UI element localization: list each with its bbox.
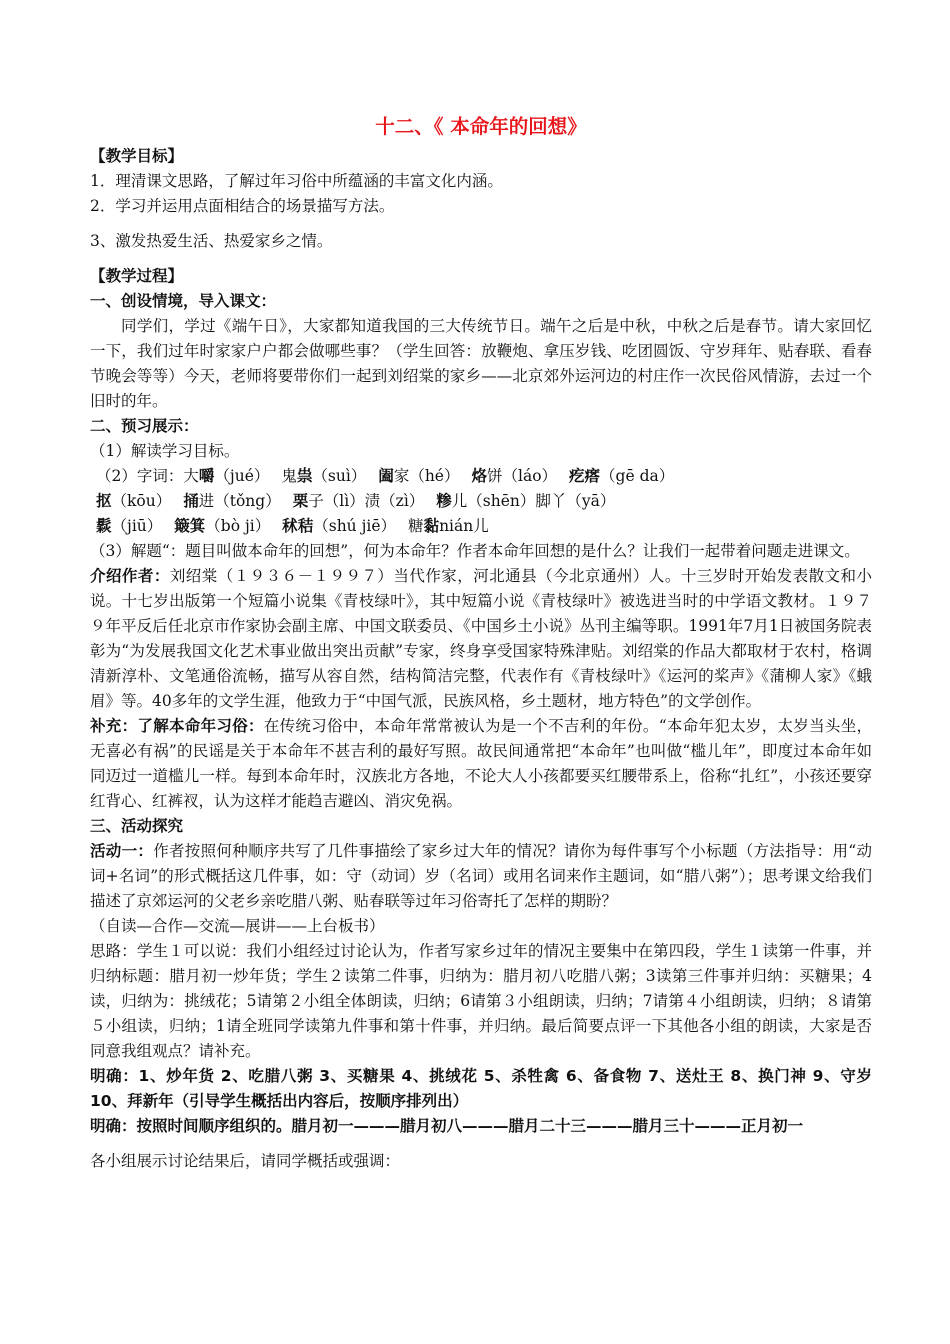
goals-heading: 【教学目标】 bbox=[90, 147, 184, 165]
activity-label: 活动一： bbox=[90, 842, 154, 860]
vocab-char: 秫秸 bbox=[282, 517, 314, 535]
vocab-char: 栗 bbox=[292, 492, 309, 510]
supplement-label: 补充：了解本命年习俗： bbox=[90, 717, 264, 735]
vocab-pinyin: （kōu） bbox=[111, 492, 172, 510]
clarify-paragraph: 明确：按照时间顺序组织的。腊月初一———腊月初八———腊月二十三———腊月三十———正月初一 bbox=[90, 1117, 804, 1135]
supplement-paragraph bbox=[90, 714, 872, 814]
vocab-word bbox=[436, 492, 615, 510]
vocab-word bbox=[96, 492, 171, 510]
vocab-char: 烙 bbox=[471, 467, 487, 485]
vocab-pinyin: 饼（láo） bbox=[487, 467, 558, 485]
vocab-prefix: 大 bbox=[183, 467, 199, 485]
vocab-word bbox=[569, 467, 674, 485]
activity-paragraph bbox=[90, 839, 872, 914]
vocab-char: 簸箕 bbox=[174, 517, 206, 535]
activity-note: （自读—合作—交流—展讲——上台板书） bbox=[90, 917, 385, 935]
author-text: 刘绍棠（１９３６－１９９７）当代作家，河北通县（今北京通州）人。十三岁时开始发表散文和小说。十七岁出版第一个短篇小说集《青枝绿叶》，其中短篇小说《青枝绿叶》被选进当时的中学语文教材。１９７９年平反后任北京市作家协会副主席、中国文联委员、《中国乡土小说》丛刊主编等职。1991年7月1日被国务院表彰为“为发展我国文化艺术事业做出突出贡献”专家，终身享受国家特殊津贴。刘绍棠的作品大都取材于农村，格调清新淳朴、文笔通俗流畅，描写从容自然，结构简洁完整，代表作有《青枝绿叶》《运河的桨声》《蒲柳人家》《蛾眉》等。40多年的文学生涯，他致力于“中国气派，民族风格，乡土题材，地方特色”的文学创作。 bbox=[90, 567, 872, 710]
author-label: 介绍作者： bbox=[90, 567, 170, 585]
vocab-char: 鬏 bbox=[96, 517, 112, 535]
clarify-paragraph: 明确：1、炒年货 2、吃腊八粥 3、买糖果 4、挑绒花 5、杀牲禽 6、备食物 7、送灶王 8、换门神 9、守岁 10、拜新年（引导学生概括出内容后，按顺序排列出） bbox=[90, 1067, 872, 1110]
vocab-pinyin: （shú jiē） bbox=[313, 517, 397, 535]
supplement-text: 在传统习俗中，本命年常常被认为是一个不吉利的年份。“本命年犯太岁，太岁当头坐，无喜必有祸”的民谣是关于本命年不甚吉利的最好写照。故民间通常把“本命年”也叫做“槛儿年”，即度过本命年如同迈过一道槛儿一样。每到本命年时，汉族北方各地，不论大人小孩都要买红腰带系上，俗称“扎红”，小孩还要穿红背心、红裤衩，认为这样才能趋吉避凶、消灾免祸。 bbox=[90, 717, 872, 810]
vocab-word bbox=[183, 492, 280, 510]
vocab-pinyin: nián儿 bbox=[439, 517, 489, 535]
vocab-char: 疙瘩 bbox=[569, 467, 601, 485]
vocab-pinyin: （bò ji） bbox=[205, 517, 271, 535]
section-heading: 一、创设情境，导入课文： bbox=[90, 292, 277, 310]
vocab-word bbox=[282, 517, 396, 535]
vocab-word bbox=[96, 517, 162, 535]
section-heading: 二、预习展示： bbox=[90, 417, 199, 435]
vocab-word bbox=[293, 492, 425, 510]
vocab-word bbox=[174, 517, 270, 535]
vocab-pinyin: 进（tǒng） bbox=[198, 492, 281, 510]
vocab-word bbox=[471, 467, 557, 485]
intro-paragraph: 同学们，学过《端午日》，大家都知道我国的三大传统节日。端午之后是中秋，中秋之后是春节。请大家回忆一下，我们过年时家家户户都会做哪些事？（学生回答：放鞭炮、拿压岁钱、吃团圆饭、守岁拜年、贴春联、看春节晚会等等）今天，老师将要带你们一起到刘绍棠的家乡——北京郊外运河边的村庄作一次民俗风情游，去过一个旧时的年。 bbox=[90, 317, 872, 410]
vocab-pinyin: （jué） bbox=[214, 467, 270, 485]
vocab-label: （2）字词： bbox=[96, 467, 184, 485]
vocab-words bbox=[96, 492, 615, 510]
vocab-prefix: 鬼 bbox=[281, 467, 297, 485]
vocab-pinyin: 子（lì）渍（zì） bbox=[308, 492, 425, 510]
vocab-pinyin: 家（hé） bbox=[393, 467, 460, 485]
vocab-pinyin: （jiū） bbox=[111, 517, 163, 535]
vocab-words bbox=[183, 467, 674, 485]
vocab-line bbox=[90, 489, 872, 514]
process-heading: 【教学过程】 bbox=[90, 267, 184, 285]
vocab-pinyin: 儿（shēn）脚丫（yā） bbox=[451, 492, 616, 510]
vocab-word bbox=[408, 517, 489, 535]
vocab-line bbox=[90, 464, 872, 489]
vocab-pinyin: （suì） bbox=[312, 467, 367, 485]
vocab-word bbox=[281, 467, 366, 485]
vocab-char: 抠 bbox=[96, 492, 112, 510]
page-title: 十二、《 本命年的回想》 bbox=[375, 115, 587, 138]
vocab-char: 捅 bbox=[183, 492, 199, 510]
goal-item: 2．学习并运用点面相结合的场景描写方法。 bbox=[90, 197, 395, 215]
vocab-line bbox=[90, 514, 872, 539]
vocab-char: 黏 bbox=[423, 517, 440, 535]
thinking-paragraph: 思路：学生１可以说：我们小组经过讨论认为，作者写家乡过年的情况主要集中在第四段，学生１读第一件事，并归纳标题：腊月初一炒年货；学生２读第二件事，归纳为：腊月初八吃腊八粥；3读第三件事并归纳：买糖果；4读，归纳为：挑绒花；5请第２小组全体朗读，归纳；6请第３小组朗读，归纳；7请第４小组朗读，归纳；８请第５小组读，归纳；1请全班同学读第九件事和第十件事，并归纳。最后简要点评一下其他各小组的朗读，大家是否同意我组观点？请补充。 bbox=[90, 942, 872, 1060]
goal-item: 1．理清课文思路，了解过年习俗中所蕴涵的丰富文化内涵。 bbox=[90, 172, 503, 190]
vocab-prefix: 糖 bbox=[408, 517, 424, 535]
activity-text: 作者按照何种顺序共写了几件事描绘了家乡过大年的情况？请你为每件事写个小标题（方法指导：用“动词+名词”的形式概括这几件事，如：守（动词）岁（名词）或用名词来作主题词，如“腊八粥”）；思考课文给我们描述了京郊运河的父老乡亲吃腊八粥、贴春联等过年习俗寄托了怎样的期盼？ bbox=[90, 842, 872, 910]
preview-item: （3）解题“：题目叫做本命年的回想”，何为本命年？作者本命年回想的是什么？让我们一起带着问题走进课文。 bbox=[90, 542, 860, 560]
vocab-word bbox=[183, 467, 269, 485]
vocab-char: 阖 bbox=[378, 467, 394, 485]
vocab-char: 嚼 bbox=[198, 467, 215, 485]
vocab-words bbox=[96, 517, 489, 535]
goal-item: 3、激发热爱生活、热爱家乡之情。 bbox=[90, 232, 333, 250]
vocab-word bbox=[378, 467, 459, 485]
document-page bbox=[90, 112, 872, 1174]
author-paragraph bbox=[90, 564, 872, 714]
vocab-char: 祟 bbox=[296, 467, 313, 485]
closing-line: 各小组展示讨论结果后，请同学概括或强调： bbox=[90, 1152, 401, 1170]
vocab-pinyin: （gē da） bbox=[600, 467, 675, 485]
preview-item: （1）解读学习目标。 bbox=[90, 442, 240, 460]
section-heading: 三、活动探究 bbox=[90, 817, 184, 835]
vocab-char: 糁 bbox=[436, 492, 452, 510]
